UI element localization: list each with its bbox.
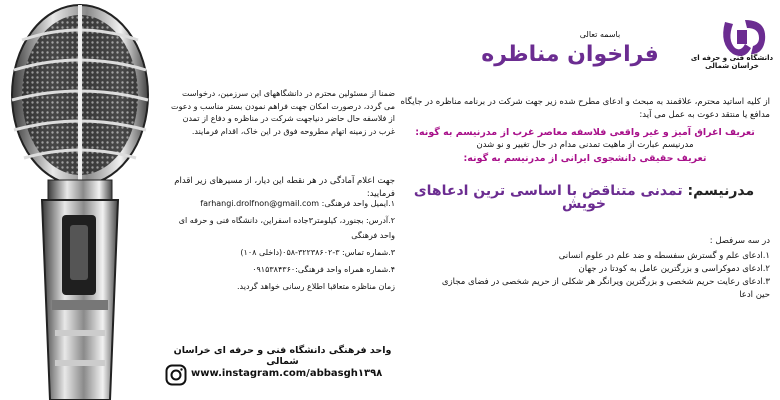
instagram-link[interactable]: www.instagram.com/abbasgh۱۳۹۸ [191,368,383,379]
topic-item: ۳.ادعای رعایت حریم شخصی و بزرگترین ویرانگر هر شکلی از حریم شخصی در فضای مجازی حین ادعا [441,277,770,300]
modernism-label: مدرنیسم: [687,183,755,199]
footer-unit-name: واحد فرهنگی دانشگاه فنی و حرفه ای خراسان شمالی [173,345,392,367]
contact-phone[interactable]: ۳.شماره تماس: ۳-۳۲۲۳۸۶۰۲-۰۵۸(داخلی ۱۰۸) [240,248,395,257]
iranian-definition-heading: تعریف حقیقی دانشجوی ایرانی از مدرنیسم به گونه: [463,153,707,164]
officials-request-paragraph: ضمنا از مسئولین محترم در دانشگاههای این سرزمین، درخواست می گردد، درصورت امکان جهت فراهم نمودن بستر مناسب و دعوت از فلاسفه حال حاضر دنیاجهت شرکت در مناظره و دفاع از تمدن غرب در زمینه اتهام مطروحه فوق در این خاک، اقدام فرمایند. [171,89,395,136]
contact-address: ۲.آدرس: بجنورد، کیلومتر۳جاده اسفراین، دانشگاه فنی و حرفه ای واحد فرهنگی [178,216,395,240]
modernism-definition: تمدنی متناقض با اساسی ترین ادعاهای خویش [413,183,683,212]
iranian-definition-text [395,185,773,211]
bismillah: باسمه تعالی [579,30,621,39]
contact-heading: جهت اعلام آمادگی در هر نقطه این دیار، از مسیرهای زیر اقدام فرمایید: [174,176,395,199]
western-definition-heading: تعریف اغراق آمیز و غیر واقعی فلاسفه معاصر غرب از مدرنیسم به گونه: [415,127,755,138]
topics-heading: در سه سرفصل : [709,236,770,246]
contact-list [175,196,395,296]
page-title: فراخوان مناظره [481,42,659,67]
microphone-illustration [0,0,165,400]
topic-item: ۱.ادعای علم و گسترش سفسطه و ضد علم در علوم انسانی [558,251,770,261]
contact-email[interactable]: ۱.ایمیل واحد فرهنگی: farhangi.drolfnon@gmail.com [200,199,395,208]
topic-item: ۲.ادعای دموکراسی و بزرگترین عامل به کودتا در جهان [578,264,770,274]
contact-mobile[interactable]: ۴.شماره همراه واحد فرهنگی:۰۹۱۵۳۸۴۳۶۰ [252,265,395,274]
intro-paragraph: از کلیه اساتید محترم، علاقمند به مبحث و ادعای مطرح شده زیر جهت شرکت در برنامه مناظره در جایگاه مدافع یا منتقد دعوت به عمل می آید: [400,97,770,120]
western-definition-text: مدرنیسم عبارت از ماهیت تمدنی مدام در حال تغییر و نو شدن [476,140,694,150]
instagram-row[interactable] [165,364,405,386]
logo-caption: دانشگاه فنی و حرفه ای خراسان شمالی [690,54,774,70]
instagram-icon[interactable] [165,364,187,386]
debate-time-note: زمان مناظره متعاقبا اطلاع رسانی خواهد گردید. [236,282,395,291]
topics-list [430,250,770,302]
